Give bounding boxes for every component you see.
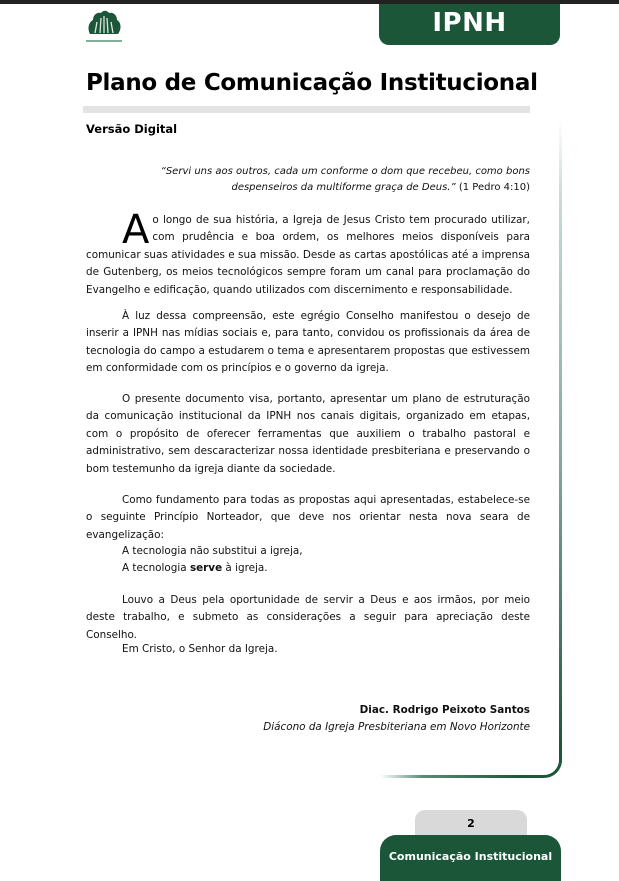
epigraph-reference: (1 Pedro 4:10) (458, 182, 530, 193)
principle-line-1: A tecnologia não substitui a igreja, (122, 545, 303, 557)
signature-block (250, 702, 530, 736)
tree-logo-icon (86, 8, 122, 42)
paragraph-text: o longo de sua história, a Igreja de Jesus Cristo tem procurado utilizar, com prudência e boa ordem, os melhores meios disponíveis para comunicar suas atividades e sua missão. Desde as cartas apostólicas até a imprensa de Gutenberg, os meios tecnológicos sempre foram um canal para proclamação do Evangelho e edificação, quando utilizados com discernimento e responsabilidade. (86, 214, 530, 296)
frame-right-border (559, 120, 562, 752)
guiding-principle (122, 543, 303, 578)
closing-salutation: Em Cristo, o Senhor da Igreja. (122, 643, 278, 655)
paragraph-intro (86, 207, 530, 299)
page-title: Plano de Comunicação Institucional (86, 70, 538, 96)
document-subtitle: Versão Digital (86, 122, 178, 136)
epigraph (110, 164, 530, 196)
title-underline-bar (83, 106, 530, 113)
signer-name: Diac. Rodrigo Peixoto Santos (359, 704, 530, 716)
paragraph: Como fundamento para todas as propostas aqui apresentadas, estabelece-se o seguinte Princípio Norteador, que deve nos orientar nesta nova seara de evangelização: (86, 494, 530, 541)
principle-line-2-suffix: à igreja. (222, 562, 268, 575)
principle-line-2-prefix: A tecnologia (122, 562, 190, 575)
paragraph: O presente documento visa, portanto, apresentar um plano de estruturação da comunicação institucional da IPNH nos canais digitais, organizado em etapas, com o propósito de oferecer ferramentas que auxiliem o trabalho pastoral e administrativo, sem descaracterizar nossa identidade presbiteriana e preservando o bom testemunho da igreja diante da sociedade. (86, 393, 530, 475)
frame-corner (522, 740, 562, 778)
brand-tab: IPNH (379, 4, 560, 45)
principle-emphasis: serve (189, 562, 223, 575)
footer-section-tab: Comunicação Institucional (380, 835, 561, 881)
logo-underline (86, 40, 122, 42)
epigraph-text: “Servi uns aos outros, cada um conforme o dom que recebeu, como bons despenseiros da multiforme graça de Deus.” (160, 166, 530, 193)
paragraph: À luz dessa compreensão, este egrégio Conselho manifestou o desejo de inserir a IPNH nas mídias sociais e, para tanto, convidou os profissionais da área de tecnologia do campo a estudarem o tema e apresentarem propostas que estivessem em conformidade com os princípios e o governo da igreja. (86, 310, 530, 375)
signer-role: Diácono da Igreja Presbiteriana em Novo Horizonte (263, 721, 530, 733)
frame-bottom-border (380, 775, 523, 778)
page-number: 2 (415, 810, 527, 836)
drop-cap: A (122, 207, 150, 253)
paragraph: Louvo a Deus pela oportunidade de servir a Deus e aos irmãos, por meio deste trabalho, e submeto as considerações a seguir para apreciação deste Conselho. (86, 594, 530, 641)
principle-line-2 (122, 560, 303, 577)
